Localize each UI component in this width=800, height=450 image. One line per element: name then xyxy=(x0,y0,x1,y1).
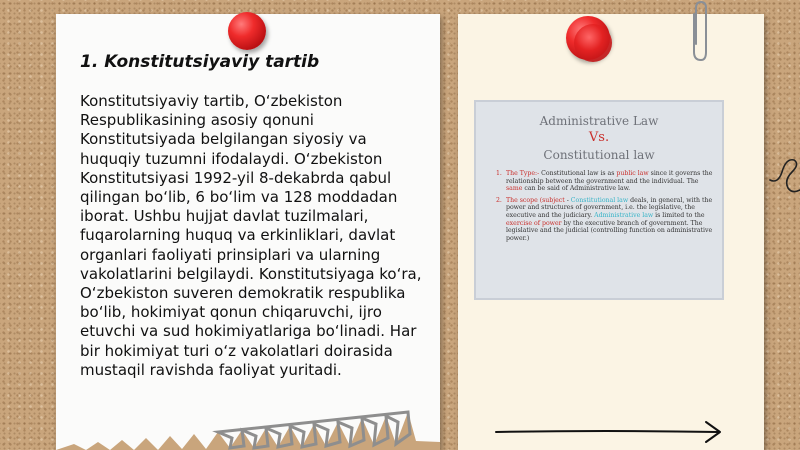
item-text-part: Constitutional law is as xyxy=(541,170,617,177)
push-pin-icon xyxy=(228,12,266,50)
comparison-slide-image xyxy=(474,100,724,300)
item-text-part: The Type:- xyxy=(506,170,542,177)
slide-title-line2: Constitutional law xyxy=(543,148,655,162)
item-text-part: public law xyxy=(616,170,649,177)
section-heading: 1. Konstitutsiyaviy tartib xyxy=(80,52,320,72)
push-pin-icon xyxy=(566,16,610,60)
item-text-part: The scope (subject xyxy=(506,196,565,204)
item-text-part: is limited to the xyxy=(653,211,705,219)
item-text-part: exercise of power xyxy=(506,219,562,227)
torn-paper-edge xyxy=(56,404,440,450)
arrow-right-icon xyxy=(494,420,726,444)
slide-title-line1: Administrative Law xyxy=(539,114,659,128)
paper-clip-icon xyxy=(690,0,712,64)
item-text-part: - xyxy=(564,196,571,204)
slide-list xyxy=(496,170,714,246)
item-text-part: since it governs the relationship between the government and the individual. The xyxy=(506,170,713,185)
item-text-part: Administrative law xyxy=(594,211,654,219)
item-number: 2. xyxy=(496,196,502,204)
item-text-part: by the executive branch of government. The legislative and the judicial (controlling function on administrative power.) xyxy=(506,219,713,242)
right-note-card xyxy=(458,14,764,450)
squiggle-doodle-icon xyxy=(768,150,800,194)
left-note-card xyxy=(56,14,440,450)
item-text-part: deals, in general, with the power and structures of government, i.e. the legislative, the executive and the judiciary. xyxy=(506,196,713,219)
section-paragraph: Konstitutsiyaviy tartib, O‘zbekiston Respublikasining asosiy qonuni Konstitutsiyada belgilangan siyosiy va huquqiy tuzumni ifodalaydi. O‘zbekiston Konstitutsiyasi 1992-yil 8-dekabrda qabul qilingan bo‘lib, 6 bo‘lim va 128 moddadan iborat. Ushbu hujjat davlat tuzilmalari, fuqarolarning huquq va erkinliklari, davlat organlari faoliyati prinsiplari va ularning vakolatlarini belgilaydi. Konstitutsiyaga ko‘ra, O‘zbekiston suveren demokratik respublika bo‘lib, hokimiyat qonun chiqaruvchi, ijro etuvchi va sud hokimiyatlariga bo‘linadi. Har bir hokimiyat turi o‘z vakolatlari doirasida mustaqil ravishda faoliyat yuritadi. xyxy=(80,92,422,379)
slide-list-item xyxy=(496,197,714,243)
item-text-part: Constitutional law xyxy=(570,196,629,204)
slide-title-vs: Vs. xyxy=(588,130,610,145)
slide-list-item xyxy=(496,170,714,193)
item-text-part: same xyxy=(506,185,523,193)
item-number: 1. xyxy=(496,170,502,177)
item-text-part: can be said of Administrative law. xyxy=(522,185,631,193)
